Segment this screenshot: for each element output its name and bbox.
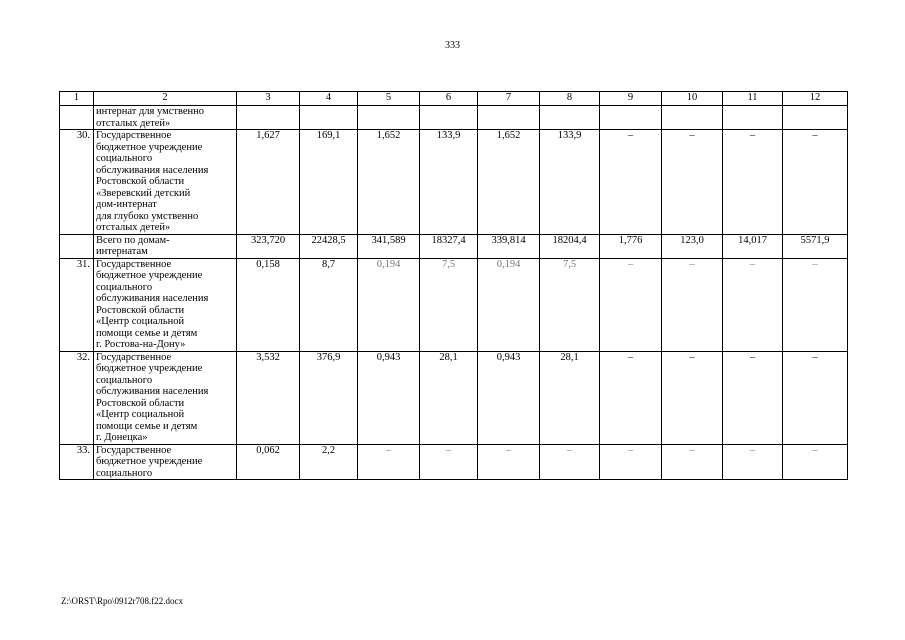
value-cell: 18204,4 <box>540 234 600 258</box>
row-number-cell: 33. <box>60 444 94 480</box>
institution-name-cell: Государственное бюджетное учреждение социального <box>94 444 237 480</box>
value-cell: 1,652 <box>478 130 540 235</box>
value-cell <box>540 106 600 130</box>
column-header: 1 <box>60 92 94 106</box>
data-table <box>59 91 848 480</box>
value-cell <box>662 106 723 130</box>
empty-value-cell: – <box>600 444 662 480</box>
institution-name-cell: Государственное бюджетное учреждение социального обслуживания населения Ростовской области «Центр социальной помощи семье и детям г. Донецка» <box>94 351 237 444</box>
value-cell: 1,652 <box>358 130 420 235</box>
empty-value-cell: – <box>600 351 662 444</box>
value-cell: 133,9 <box>420 130 478 235</box>
empty-value-cell: – <box>600 130 662 235</box>
value-cell: 0,158 <box>237 258 300 351</box>
value-cell <box>723 106 783 130</box>
value-cell <box>300 106 358 130</box>
value-cell: 28,1 <box>420 351 478 444</box>
empty-value-cell: – <box>600 258 662 351</box>
row-number-cell: 31. <box>60 258 94 351</box>
value-cell: 22428,5 <box>300 234 358 258</box>
empty-value-cell: – <box>662 130 723 235</box>
value-cell: 0,943 <box>478 351 540 444</box>
column-header: 7 <box>478 92 540 106</box>
column-header: 12 <box>783 92 848 106</box>
table-row <box>60 106 848 130</box>
table-row <box>60 258 848 351</box>
column-header: 5 <box>358 92 420 106</box>
empty-value-cell: – <box>478 444 540 480</box>
institution-name-cell: интернат для умственно отсталых детей» <box>94 106 237 130</box>
column-header: 10 <box>662 92 723 106</box>
row-number-cell: 30. <box>60 130 94 235</box>
empty-value-cell: – <box>723 258 783 351</box>
value-cell: 0,194 <box>478 258 540 351</box>
empty-value-cell: – <box>358 444 420 480</box>
value-cell: 0,194 <box>358 258 420 351</box>
value-cell: 14,017 <box>723 234 783 258</box>
value-cell: 28,1 <box>540 351 600 444</box>
table-row <box>60 130 848 235</box>
value-cell: 1,627 <box>237 130 300 235</box>
institution-name-cell: Государственное бюджетное учреждение социального обслуживания населения Ростовской области «Зверевский детский дом-интернат для глубоко умственно отсталых детей» <box>94 130 237 235</box>
value-cell <box>358 106 420 130</box>
table-row <box>60 444 848 480</box>
empty-value-cell: – <box>723 351 783 444</box>
value-cell: 3,532 <box>237 351 300 444</box>
value-cell: 8,7 <box>300 258 358 351</box>
value-cell: 0,062 <box>237 444 300 480</box>
footer-file-path: Z:\ORST\Rpo\0912r708.f22.docx <box>61 596 183 606</box>
row-number-cell: 32. <box>60 351 94 444</box>
value-cell: 169,1 <box>300 130 358 235</box>
table-row <box>60 351 848 444</box>
value-cell: 341,589 <box>358 234 420 258</box>
empty-value-cell: – <box>783 258 848 351</box>
empty-value-cell: – <box>662 351 723 444</box>
institution-name-cell: Государственное бюджетное учреждение социального обслуживания населения Ростовской области «Центр социальной помощи семье и детям г. Ростова-на-Дону» <box>94 258 237 351</box>
page-number: 333 <box>445 40 460 51</box>
table-row <box>60 234 848 258</box>
empty-value-cell: – <box>783 351 848 444</box>
empty-value-cell: – <box>420 444 478 480</box>
value-cell: 323,720 <box>237 234 300 258</box>
value-cell: 5571,9 <box>783 234 848 258</box>
row-number-cell <box>60 234 94 258</box>
empty-value-cell: – <box>783 444 848 480</box>
empty-value-cell: – <box>723 130 783 235</box>
column-header: 4 <box>300 92 358 106</box>
value-cell <box>600 106 662 130</box>
value-cell: 376,9 <box>300 351 358 444</box>
column-header: 6 <box>420 92 478 106</box>
value-cell <box>478 106 540 130</box>
empty-value-cell: – <box>783 130 848 235</box>
value-cell: 1,776 <box>600 234 662 258</box>
table-body <box>60 92 848 480</box>
value-cell: 18327,4 <box>420 234 478 258</box>
column-header: 8 <box>540 92 600 106</box>
value-cell: 339,814 <box>478 234 540 258</box>
value-cell: 133,9 <box>540 130 600 235</box>
column-header: 3 <box>237 92 300 106</box>
value-cell: 0,943 <box>358 351 420 444</box>
value-cell: 2,2 <box>300 444 358 480</box>
column-header: 9 <box>600 92 662 106</box>
row-number-cell <box>60 106 94 130</box>
value-cell <box>420 106 478 130</box>
value-cell <box>783 106 848 130</box>
column-header: 11 <box>723 92 783 106</box>
institution-name-cell: Всего по домам- интернатам <box>94 234 237 258</box>
column-header: 2 <box>94 92 237 106</box>
value-cell <box>237 106 300 130</box>
header-row <box>60 92 848 106</box>
value-cell: 7,5 <box>540 258 600 351</box>
empty-value-cell: – <box>540 444 600 480</box>
empty-value-cell: – <box>723 444 783 480</box>
empty-value-cell: – <box>662 258 723 351</box>
value-cell: 7,5 <box>420 258 478 351</box>
value-cell: 123,0 <box>662 234 723 258</box>
empty-value-cell: – <box>662 444 723 480</box>
